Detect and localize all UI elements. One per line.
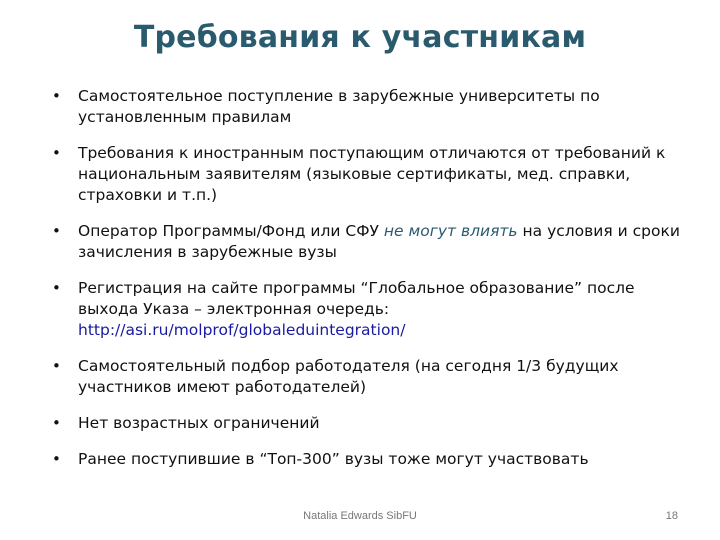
bullet-text: Регистрация на сайте программы “Глобальное образование” после выхода Указа – электронная очередь: [78, 279, 635, 318]
bullet-dot-icon: • [52, 279, 61, 297]
bullet-text-after: на условия и сроки зачисления в зарубежные вузы [78, 222, 680, 261]
bullet-dot-icon: • [52, 414, 61, 432]
bullet-text: Нет возрастных ограничений [78, 414, 320, 432]
bullet-emphasis: не могут влиять [383, 222, 518, 240]
bullet-dot-icon: • [52, 144, 61, 162]
bullet-text-before: Оператор Программы/Фонд или СФУ [78, 222, 384, 240]
bullet-dot-icon: • [52, 87, 61, 105]
bullet-text: Ранее поступившие в “Топ-300” вузы тоже могут участвовать [78, 450, 589, 468]
bullet-dot-icon: • [52, 450, 61, 468]
bullet-item [50, 221, 690, 263]
slide-title: Требования к участникам [133, 20, 587, 55]
bullet-item [50, 143, 690, 206]
bullet-item [50, 278, 690, 341]
bullet-item [50, 86, 690, 128]
bullet-text: Требования к иностранным поступающим отличаются от требований к национальным заявителям (языковые сертификаты, мед. справки, страховки и т.п.) [78, 144, 666, 204]
bullet-list [50, 86, 690, 485]
bullet-item [50, 356, 690, 398]
bullet-item [50, 413, 690, 434]
bullet-text: Самостоятельное поступление в зарубежные университеты по установленным правилам [78, 87, 600, 126]
bullet-item [50, 449, 690, 470]
bullet-dot-icon: • [52, 357, 61, 375]
page-number: 18 [665, 510, 678, 522]
bullet-text: Самостоятельный подбор работодателя (на сегодня 1/3 будущих участников имеют работодателей) [78, 357, 619, 396]
footer-author: Natalia Edwards SibFU [303, 510, 417, 522]
bullet-dot-icon: • [52, 222, 61, 240]
program-site-link[interactable]: http://asi.ru/molprof/globaleduintegration/ [78, 321, 406, 339]
